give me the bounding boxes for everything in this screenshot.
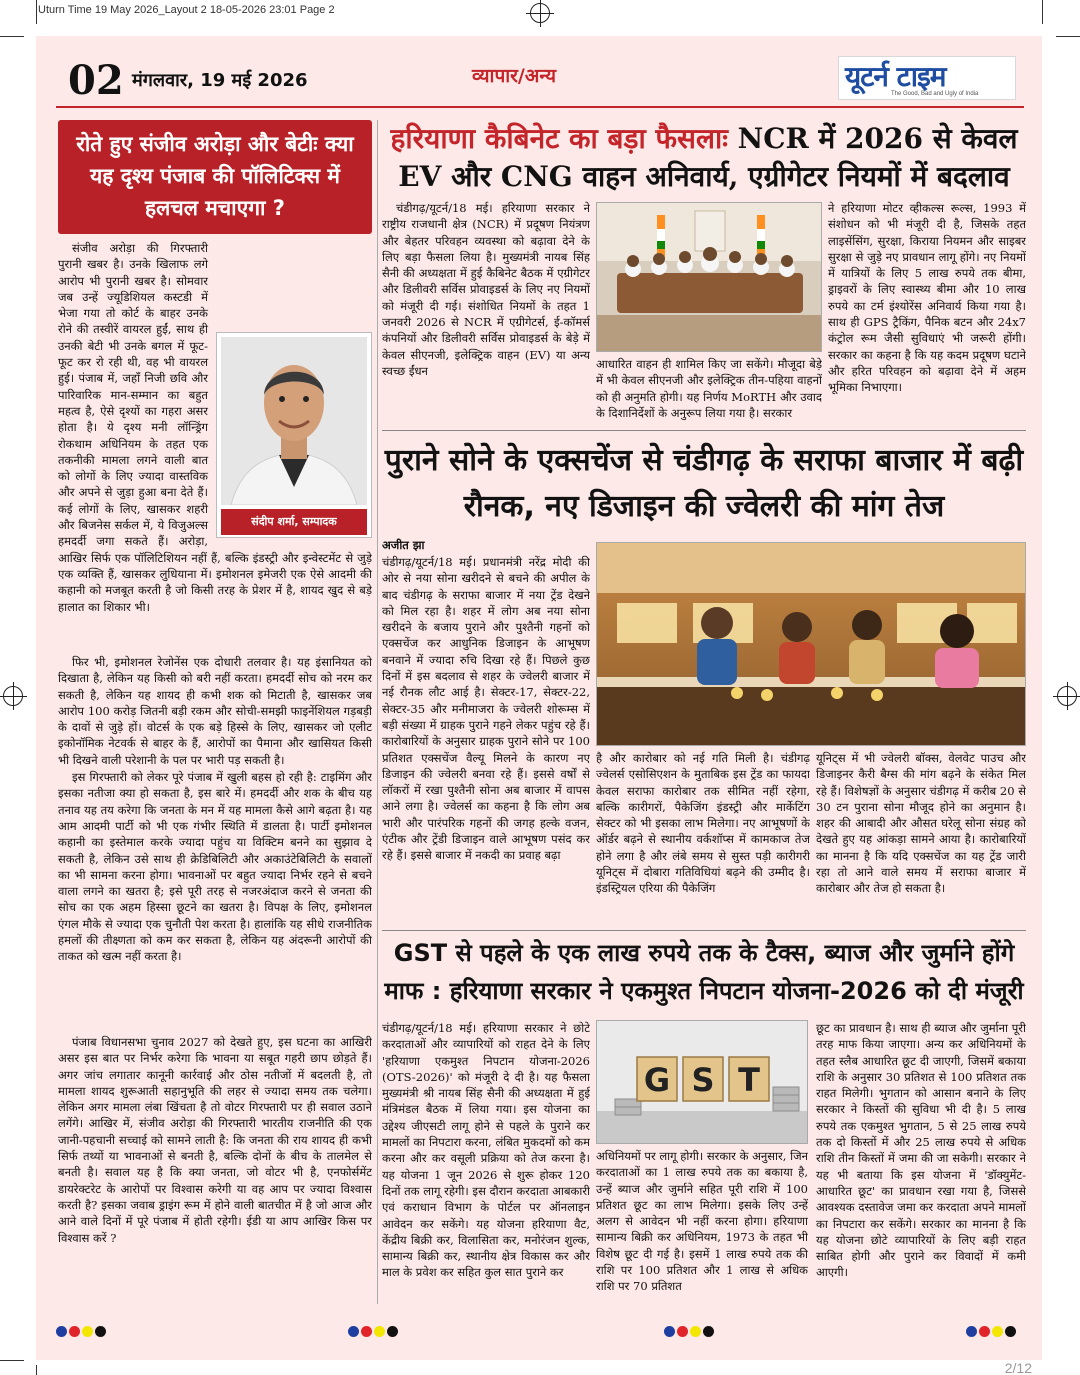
gold-column-3: [816, 750, 1026, 926]
gold-column-1: [382, 554, 590, 926]
gold-story-headline: पुराने सोने के एक्सचेंज से चंडीगढ़ के सराफा बाजार में बढ़ी रौनक, नए डिजाइन की ज्वेलरी की मांग तेज: [384, 443, 1024, 524]
gst-blocks-svg: [597, 1021, 808, 1144]
issue-date: मंगलवार, 19 मई 2026: [132, 70, 308, 91]
gold-paragraph: चंडीगढ़/यूटर्न/18 मई। प्रधानमंत्री नरेंद्र मोदी की ओर से नया सोना खरीदने से बचने की अपील के बाद चंडीगढ़ के सराफा बाजार में नया ट्रेंड देखने को मिल रहा है। शहर में लोग अब नया सोना खरीदने के बजाय पुराने और पुश्तैनी गहनों को एक्सचेंज कर आधुनिक डिजाइन के आभूषण बनवाने में ज्यादा रुचि दिखा रहे हैं। पिछले कुछ दिनों में इस बदलाव से शहर के ज्वेलरी बाजार में नई रौनक लौट आई है। सेक्टर-17, सेक्टर-22, सेक्टर-35 और मनीमाजरा के ज्वेलरी शोरूम्स में बड़ी संख्या में ग्राहक पुराने गहने लेकर पहुंच रहे हैं। कारोबारियों के अनुसार ग्राहक पुराने सोने पर 100 प्रतिशत एक्सचेंज वैल्यू मिलने के कारण नए डिजाइन की ज्वेलरी बनवा रहे हैं। इससे वर्षों से लॉकरों में रखा पुश्तैनी सोना अब बाजार में वापस आने लगा है। ज्वेलर्स का कहना है कि लोग अब भारी और पारंपरिक गहनों की जगह हल्के वजन, एंटीक और ट्रेंडी डिजाइन वाले आभूषण पसंद कर रहे हैं। इससे बाजार में नकदी का प्रवाह बढ़ा: [382, 555, 590, 863]
gst-paragraph: चंडीगढ़/यूटर्न/18 मई। हरियाणा सरकार ने छोटे करदाताओं और व्यापारियों को राहत देने के लिए 'हरियाणा एकमुश्त निपटान योजना-2026 (OTS-2026)' को मंजूरी दे दी है। यह फैसला मुख्यमंत्री श्री नायब सिंह सैनी की अध्यक्षता में हुई मंत्रिमंडल बैठक में लिया गया। इस योजना का उद्देश्य जीएसटी लागू होने से पहले के पुराने कर मामलों का निपटारा करना, लंबित मुकदमों को कम करना और कर वसूली प्रक्रिया को तेज करना है। यह योजना 1 जून 2026 से शुरू होकर 120 दिनों तक लागू रहेगी। इस दौरान करदाता आबकारी एवं कराधान विभाग के पोर्टल पर ऑनलाइन आवेदन कर सकेंगे। यह योजना हरियाणा वैट, केंद्रीय बिक्री कर, विलासिता कर, मनोरंजन शुल्क, सामान्य बिक्री कर, स्थानीय क्षेत्र विकास कर और माल के प्रवेश कर सहित कुल सात पुराने कर: [382, 1021, 590, 1280]
color-registration-dots: [966, 1322, 1018, 1334]
opinion-paragraph: फिर भी, इमोशनल रेजोनेंस एक दोधारी तलवार है। यह इंसानियत को दिखाता है, लेकिन यह किसी को बरी नहीं करता। हमदर्दी सोच को नरम कर सकती है, लेकिन यह शायद ही कभी शक को मिटाती है, खासकर जब आरोप 100 करोड़ जितनी बड़ी रकम और सोची-समझी फाइनेंशियल गड़बड़ी के दावों से जुड़े हों। वोटर्स के एक बड़े हिस्से के लिए, खासकर जो एलीट इकोनॉमिक नेटवर्क से बाहर के हैं, आरोपों का पैमाना और खासियत किसी भी दिखने वाली परेशानी के पल पर भारी पड़ सकती है।: [58, 655, 372, 767]
opinion-body-top: [58, 240, 372, 652]
page-counter: 2/12: [1004, 1360, 1032, 1375]
jewellery-shop-svg: [597, 543, 1026, 746]
color-registration-dots: [348, 1322, 400, 1334]
registration-mark-icon: [3, 686, 23, 706]
gst-blocks-photo: [596, 1020, 808, 1144]
section-title: व्यापार/अन्य: [472, 65, 557, 87]
editor-caption: संदीप शर्मा, सम्पादक: [221, 509, 367, 535]
opinion-paragraph: इस गिरफ्तारी को लेकर पूरे पंजाब में खुली बहस हो रही है: टाइमिंग और इसका नतीजा क्या हो सकता है, इस बारे में। हमदर्दी और शक के बीच यह तनाव यह तय करेगा कि जनता के मन में यह मामला कैसे आगे बढ़ता है। यह आम आदमी पार्टी को भी एक गंभीर स्थिति में डालता है। पार्टी इमोशनल कहानी का इस्तेमाल करके ज्यादा पहुंच या विक्टिम बनने का सुझाव दे सकती है, लेकिन उसे साथ ही क्रेडिबिलिटी और अकाउंटेबिलिटी के सवालों का भी सामना करना होगा। भावनाओं पर बहुत ज्यादा निर्भर रहने से बचने वाला लगने का खतरा है; इसे पूरी तरह से नजरअंदाज करने से जनता की सोच का एक अहम हिस्सा छूटने का खतरा है। विपक्ष के लिए, इमोशनल एंगल मौके से ज्यादा एक चुनौती पेश करता है। हालांकि यह सीधे राजनीतिक हमलों की तीक्ष्णता को कम कर सकता है, लेकिन यह अंदरूनी आरोपों की ताकत को खत्म नहीं करता है।: [58, 770, 372, 964]
editor-portrait-svg: [221, 337, 367, 505]
gold-byline: अजीत झा: [382, 538, 425, 552]
crop-mark: [36, 0, 37, 24]
crop-mark: [1042, 0, 1043, 24]
editor-portrait-image: [221, 337, 367, 505]
ev-headline-black: NCR में 2026 से केवल EV और CNG वाहन अनिवार्य, एग्रीगेटर नियमों में बदलाव: [398, 122, 1018, 193]
color-registration-dots: [664, 1322, 716, 1334]
ev-column-1: [382, 200, 590, 424]
crop-mark: [0, 1360, 24, 1361]
crop-mark: [0, 36, 24, 37]
masthead-logo: [838, 56, 1016, 100]
ev-story-headline: [382, 120, 1026, 196]
print-slug: Uturn Time 19 May 2026_Layout 2 18-05-2026 23:01 Page 2: [38, 4, 335, 16]
masthead-title: यूटर्न टाइम: [845, 60, 946, 93]
gst-column-2: [596, 1148, 808, 1302]
cabinet-meeting-photo: [596, 202, 822, 352]
story-divider: [382, 930, 1026, 931]
editor-photo: [216, 332, 372, 538]
crop-mark: [36, 1365, 37, 1375]
page-header: [56, 58, 1024, 104]
ev-column-2: [596, 356, 822, 424]
gst-paragraph: अधिनियमों पर लागू होगी। सरकार के अनुसार, जिन करदाताओं का 1 लाख रुपये तक का बकाया है, उन्हें ब्याज और जुर्माने सहित पूरी राशि में 100 प्रतिशत छूट का लाभ मिलेगा। इसके लिए उन्हें अलग से आवेदन भी नहीं करना होगा। हरियाणा सामान्य बिक्री कर अधिनियम, 1973 के तहत भी विशेष छूट दी गई है। इसमें 1 लाख रुपये तक की राशि पर 100 प्रतिशत और 1 लाख से अधिक राशि पर 70 प्रतिशत: [596, 1149, 808, 1294]
cabinet-meeting-svg: [597, 203, 822, 352]
ev-paragraph: आधारित वाहन ही शामिल किए जा सकेंगे। मौजूदा बेड़े में भी केवल सीएनजी और इलेक्ट्रिक तीन-पहिया वाहनों को ही अनुमति होगी। यह निर्णय MoRTH और उवाद के दिशानिर्देशों के अनुरूप लिया गया है। सरकार: [596, 357, 822, 420]
gst-letter-g: G: [643, 1061, 671, 1099]
column-divider: [377, 120, 378, 1304]
opinion-paragraph: पंजाब विधानसभा चुनाव 2027 को देखते हुए, इस घटना का आखिरी असर इस बात पर निर्भर करेगा कि भावना या सबूत गहरी छाप छोड़ते हैं। अगर जांच लगातार कानूनी कार्रवाई और ठोस नतीजों में बदलती है, तो मामला शायद शुरूआती सहानुभूति की लहर से ज्यादा समय तक चलेगा। लेकिन अगर मामला लंबा खिंचता है तो वोटर गिरफ्तारी पर ही सवाल उठाने लगेंगे। आखिर में, संजीव अरोड़ा की गिरफ्तारी भारतीय राजनीति की एक जानी-पहचानी सच्चाई को सामने लाती है: कि जनता की राय शायद ही कभी सिर्फ तथ्यों या भावनाओं से बनती है, बल्कि दोनों के बीच के तालमेल से बनती है। सवाल यह है कि क्या जनता, जो वोटर भी है, एनफोर्समेंट डायरेक्टरेट के आरोपों पर विश्वास करेगी या वह आप पर ज्यादा विश्वास करती है? इसका जवाब ड्राइंग रूम में होने वाली बातचीत में है जो आज और आने वाले दिनों में पूरे पंजाब में होती रहेगी। ईडी या आप आखिर किस पर विश्वास करें ?: [58, 1035, 372, 1245]
gst-story-headline: GST से पहले के एक लाख रुपये तक के टैक्स, ब्याज और जुर्माने होंगे माफ : हरियाणा सरकार ने एकमुश्त निपटान योजना-2026 को दी मंजूरी: [384, 939, 1024, 1005]
gold-paragraph: है और कारोबार को नई गति मिली है। चंडीगढ़ ज्वेलर्स एसोसिएशन के मुताबिक इस ट्रेंड का फायदा केवल सराफा कारोबार तक सीमित नहीं रहेगा, बल्कि कारीगरों, पैकेजिंग इंडस्ट्री और मार्केटिंग सेक्टर को भी इसका लाभ मिलेगा। नए आभूषणों के ऑर्डर बढ़ने से स्थानीय वर्कशॉप्स में कामकाज तेज होने लगा है और लंबे समय से सुस्त पड़ी कारीगरी यूनिट्स में दोबारा गतिविधियां बढ़ने की उम्मीद है। इंडस्ट्रियल एरिया की पैकेजिंग: [596, 751, 810, 896]
story-divider: [382, 430, 1026, 431]
opinion-paragraph: संजीव अरोड़ा की गिरफ्तारी पुरानी खबर है। उनके खिलाफ लगे आरोप भी पुरानी खबर है। सोमवार जब उन्हें ज्यूडिशियल कस्टडी में भेजा गया तो कोर्ट के बाहर उनके रोने की तस्वीरें वायरल हुईं, साथ ही उनकी बेटी भी उनके बगल में फूट-फूट कर रो रही थी, वह भी वायरल हुई। पंजाब में, जहाँ निजी छवि और पारिवारिक मान-सम्मान का बहुत महत्व है, ऐसे दृश्यों का गहरा असर होता है। ये दृश्य मनी लॉन्ड्रिंग रोकथाम अधिनियम के तहत एक तकनीकी मामला लगने वाली बात को लोगों के लिए ज्यादा वास्तविक और अपने से जुड़ा हुआ बना देते हैं। कई लोगों के लिए, खासकर शहरी और बिजनेस सर्कल में, ये विजुअल्स हमदर्दी जगा सकते हैं। अरोड़ा, आखिर सिर्फ एक पॉलिटिशियन नहीं हैं, बल्कि इंडस्ट्री और इन्वेस्टमेंट से जुड़े एक व्यक्ति हैं, खासकर लुधियाना में। इमोशनल इमेजरी एक ऐसे आदमी की कहानी को मजबूत करती है जो किसी तरह के प्रेशर में है, शायद खुद से बड़े हालात का शिकार भी।: [58, 241, 372, 614]
ev-paragraph: ने हरियाणा मोटर व्हीकल्स रूल्स, 1993 में संशोधन को भी मंजूरी दी है, जिसके तहत लाइसेंसिंग, सुरक्षा, किराया नियमन और साइबर सुरक्षा से जुड़े नए प्रावधान लागू होंगे। नए नियमों में यात्रियों के लिए 5 लाख रुपये तक बीमा, ड्राइवरों के लिए स्वास्थ्य बीमा और 10 लाख रुपये का टर्म इंश्योरेंस अनिवार्य किया गया है। साथ ही GPS ट्रैकिंग, पैनिक बटन और 24x7 कंट्रोल रूम जैसी सुविधाएं भी जरूरी होंगी। सरकार का कहना है कि यह कदम प्रदूषण घटाने और हरित परिवहन को बढ़ावा देने में अहम भूमिका निभाएगा।: [828, 201, 1026, 395]
registration-mark-icon: [1057, 686, 1077, 706]
gold-column-2: [596, 750, 810, 926]
opinion-body-middle: [58, 654, 372, 1032]
crop-mark: [1056, 36, 1080, 37]
gold-paragraph: यूनिट्स में भी ज्वेलरी बॉक्स, वेलवेट पाउच और डिजाइनर कैरी बैग्स की मांग बढ़ने के संकेत मिल रहे हैं। विशेषज्ञों के अनुसार चंडीगढ़ में करीब 20 से 30 टन पुराना सोना मौजूद होने का अनुमान है। शहर की आबादी और औसत घरेलू सोना संग्रह को देखते हुए यह आंकड़ा सामने आया है। कारोबारियों का मानना है कि यदि एक्सचेंज का यह ट्रेंड जारी रहा तो आने वाले समय में सराफा बाजार में कारोबार और तेज हो सकता है।: [816, 751, 1026, 896]
gst-column-3: [816, 1020, 1026, 1302]
ev-headline-red: हरियाणा कैबिनेट का बड़ा फैसलाः: [390, 122, 728, 155]
header-divider: [56, 106, 1024, 108]
registration-mark-icon: [530, 3, 550, 23]
masthead-tagline: The Good, Bad and Ugly of India: [891, 91, 979, 97]
gst-letter-s: S: [691, 1061, 715, 1099]
color-registration-dots: [56, 1322, 108, 1334]
ev-paragraph: चंडीगढ़/यूटर्न/18 मई। हरियाणा सरकार ने राष्ट्रीय राजधानी क्षेत्र (NCR) में प्रदूषण नियंत्रण और बेहतर परिवहन व्यवस्था को बढ़ावा देने के लिए बड़ा फैसला लिया है। मुख्यमंत्री नायब सिंह सैनी की अध्यक्षता में हुई कैबिनेट बैठक में एग्रीगेटर और डिलीवरी सर्विस प्रोवाइडर्स के लिए नए नियमों को मंजूरी दी गई। संशोधित नियमों के तहत 1 जनवरी 2026 से NCR में एग्रीगेटर्स, ई-कॉमर्स कंपनियों और डिलीवरी सर्विस प्रोवाइडर्स के बेड़े में केवल सीएनजी, इलेक्ट्रिक वाहन (EV) या अन्य स्वच्छ ईंधन: [382, 201, 590, 378]
newspaper-page: [36, 36, 1042, 1360]
gst-column-1: [382, 1020, 590, 1302]
opinion-headline-box: [58, 120, 372, 234]
ev-column-3: [828, 200, 1026, 424]
page-number: 02: [68, 57, 124, 104]
gst-paragraph: छूट का प्रावधान है। साथ ही ब्याज और जुर्माना पूरी तरह माफ किया जाएगा। अन्य कर अधिनियमों के तहत स्लैब आधारित छूट दी जाएगी, जिसमें बकाया राशि के अनुसार 30 प्रतिशत से 100 प्रतिशत तक राहत मिलेगी। भुगतान को आसान बनाने के लिए सरकार ने किस्तों की सुविधा भी दी है। 5 लाख रुपये तक एकमुश्त भुगतान, 5 से 25 लाख रुपये तक दो किस्तों में और 25 लाख रुपये से अधिक राशि तीन किस्तों में जमा की जा सकेगी। सरकार ने यह भी बताया कि इस योजना में 'डॉक्युमेंट-आधारित छूट' का प्रावधान रखा गया है, जिससे आवश्यक दस्तावेज जमा कर करदाता अपने मामलों का निपटारा कर सकेंगे। सरकार का मानना है कि यह योजना छोटे व्यापारियों के लिए बड़ी राहत साबित होगी और पुराने कर विवादों में कमी आएगी।: [816, 1021, 1026, 1280]
opinion-body-bottom: [58, 1034, 372, 1302]
jewellery-shop-photo: [596, 542, 1026, 746]
opinion-headline: रोते हुए संजीव अरोड़ा और बेटीः क्या यह दृश्य पंजाब की पॉलिटिक्स में हलचल मचाएगा ?: [76, 132, 354, 220]
gst-letter-t: T: [738, 1061, 760, 1099]
